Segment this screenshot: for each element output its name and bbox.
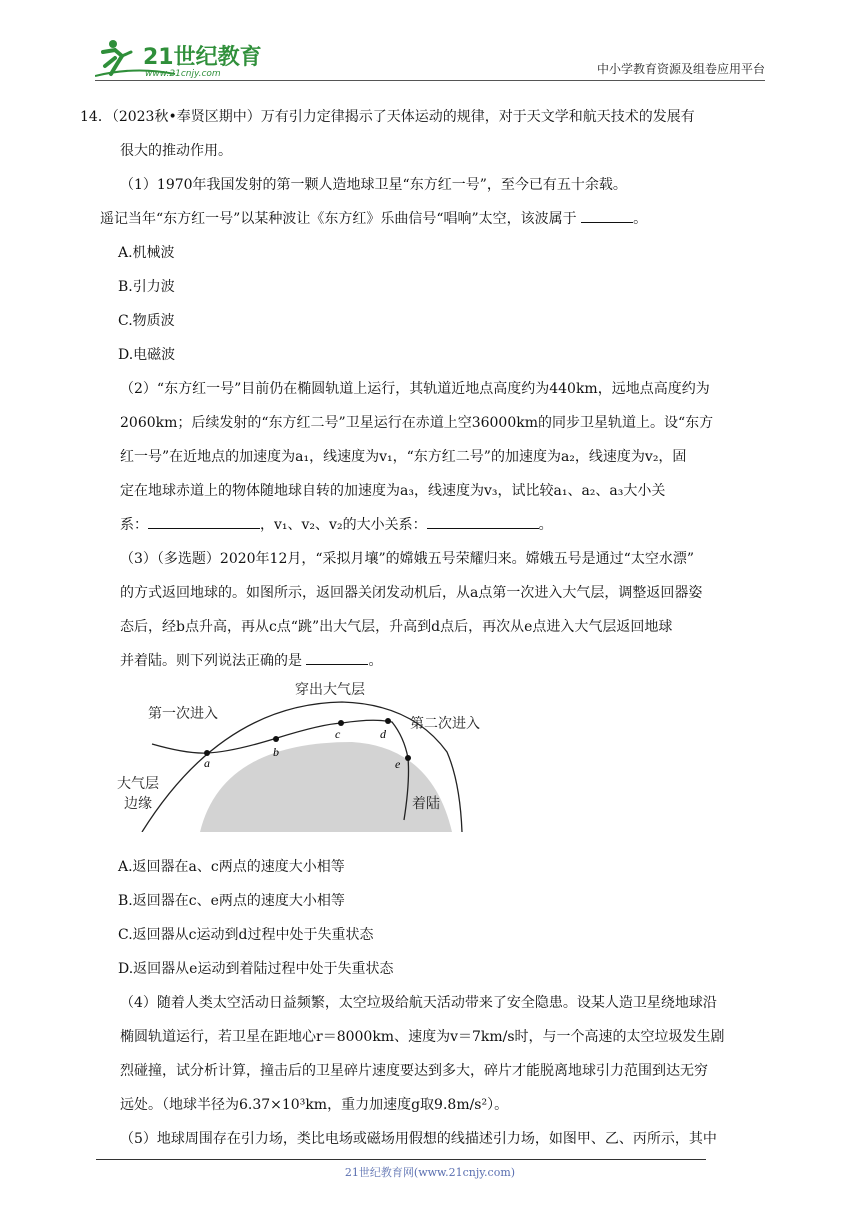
question-body bbox=[80, 100, 765, 1156]
label-second-entry: 第二次进入 bbox=[410, 716, 480, 732]
q1-option-b: B.引力波 bbox=[118, 279, 175, 295]
point-e-label: e bbox=[395, 757, 401, 771]
q2-line-5: 系： ，v₁、v₂、v₂的大小关系： 。 bbox=[100, 508, 765, 542]
footer-divider bbox=[96, 1159, 706, 1160]
q5-line-1: （5）地球周围存在引力场，类比电场或磁场用假想的线描述引力场，如图甲、乙、丙所示，其中 bbox=[120, 1131, 717, 1147]
q2-line-2: 2060km；后续发射的“东方红二号”卫星运行在赤道上空36000km的同步卫星轨道上。设“东方 bbox=[120, 415, 714, 431]
point-b-dot bbox=[273, 736, 279, 742]
label-exit-atmosphere: 穿出大气层 bbox=[295, 682, 365, 698]
point-b-label: b bbox=[273, 745, 279, 759]
q3-line-1: （3）（多选题）2020年12月，“采拟月壤”的嫦娥五号荣耀归来。嫦娥五号是通过“太空水漂” bbox=[120, 551, 694, 567]
q4-line-2: 椭圆轨道运行，若卫星在距地心r＝8000km、速度为v＝7km/s时，与一个高速的太空垃圾发生剧 bbox=[120, 1029, 725, 1045]
reentry-diagram bbox=[112, 672, 502, 832]
point-e-dot bbox=[405, 755, 411, 761]
point-a-label: a bbox=[204, 756, 210, 770]
question-intro bbox=[80, 100, 765, 134]
q1-option-c: C.物质波 bbox=[118, 313, 175, 329]
q3-option-a: A.返回器在a、c两点的速度大小相等 bbox=[118, 859, 345, 875]
intro-line-2: 很大的推动作用。 bbox=[120, 143, 232, 159]
q1-option-a: A.机械波 bbox=[118, 245, 175, 261]
page-header bbox=[95, 36, 765, 82]
q1-option-d: D.电磁波 bbox=[118, 347, 176, 363]
q4-line-1: （4）随着人类太空活动日益频繁，太空垃圾给航天活动带来了安全隐患。设某人造卫星绕地球沿 bbox=[120, 995, 717, 1011]
q4-line-3: 烈碰撞，试分析计算，撞击后的卫星碎片速度要达到多大，碎片才能脱离地球引力范围到达无穷 bbox=[120, 1063, 708, 1079]
q2-line-1: （2）“东方红一号”目前仍在椭圆轨道上运行，其轨道近地点高度约为440km，远地点高度约为 bbox=[120, 381, 710, 397]
q2-line-3: 红一号”在近地点的加速度为a₁，线速度为v₁，“东方红二号”的加速度为a₂，线速度为v₂，固 bbox=[120, 449, 687, 465]
answer-blank-q3[interactable] bbox=[306, 648, 368, 665]
point-c-label: c bbox=[335, 727, 341, 741]
question-source: （2023秋•奉贤区期中） bbox=[111, 109, 261, 125]
q1-line-1: （1）1970年我国发射的第一颗人造地球卫星“东方红一号”，至今已有五十余载。 bbox=[120, 177, 627, 193]
q3-line-2: 的方式返回地球的。如图所示，返回器关闭发动机后，从a点第一次进入大气层，调整返回器姿 bbox=[120, 585, 703, 601]
earth-shape bbox=[200, 742, 452, 832]
point-d-dot bbox=[385, 718, 391, 724]
q1-line-2: 遥记当年“东方红一号”以某种波让《东方红》乐曲信号“唱响”太空，该波属于 。 bbox=[100, 202, 765, 236]
q3-line-3: 态后，经b点升高，再从c点“跳”出大气层，升高到d点后，再次从e点进入大气层返回地球 bbox=[120, 619, 673, 635]
q2-line-4: 定在地球赤道上的物体随地球自转的加速度为a₃，线速度为v₃，试比较a₁、a₂、a₃大小关 bbox=[120, 483, 666, 499]
logo-url: www.21cnjy.com bbox=[145, 69, 221, 79]
q3-line-4: 并着陆。则下列说法正确的是 。 bbox=[100, 644, 765, 678]
logo-title: 21世纪教育 bbox=[143, 45, 262, 70]
label-first-entry: 第一次进入 bbox=[148, 706, 218, 722]
label-landing: 着陆 bbox=[412, 796, 440, 812]
header-divider bbox=[95, 80, 765, 81]
q3-option-c: C.返回器从c运动到d过程中处于失重状态 bbox=[118, 927, 374, 943]
site-logo bbox=[95, 36, 265, 80]
label-atmosphere-edge-1: 大气层 bbox=[117, 776, 159, 792]
platform-name: 中小学教育资源及组卷应用平台 bbox=[596, 62, 765, 76]
point-d-label: d bbox=[380, 727, 386, 741]
intro-line-1: 万有引力定律揭示了天体运动的规律，对于天文学和航天技术的发展有 bbox=[260, 109, 695, 125]
q3-option-b: B.返回器在c、e两点的速度大小相等 bbox=[118, 893, 345, 909]
point-c-dot bbox=[338, 720, 344, 726]
footer-link[interactable]: 21世纪教育网(www.21cnjy.com) bbox=[344, 1166, 516, 1179]
answer-blank-q1[interactable] bbox=[581, 206, 633, 223]
answer-blank-q2-a[interactable] bbox=[148, 512, 260, 529]
label-atmosphere-edge-2: 边缘 bbox=[124, 796, 152, 812]
q3-option-d: D.返回器从e运动到着陆过程中处于失重状态 bbox=[118, 961, 394, 977]
answer-blank-q2-v[interactable] bbox=[427, 512, 539, 529]
q4-line-4: 远处。（地球半径为6.37×10³km，重力加速度g取9.8m/s²）。 bbox=[120, 1097, 509, 1113]
question-number: 14． bbox=[80, 109, 112, 125]
